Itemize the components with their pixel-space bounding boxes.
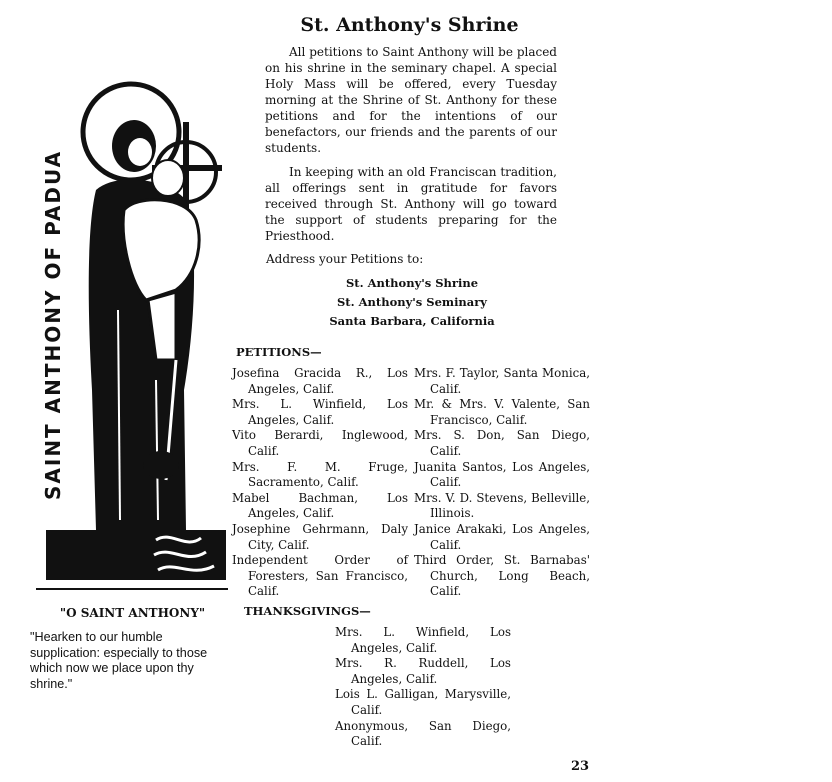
address-line: Santa Barbara, California bbox=[329, 314, 495, 328]
list-item: Mrs. F. Taylor, Santa Monica, Calif. bbox=[414, 366, 590, 396]
list-item: Josephine Gehrmann, Daly City, Calif. bbox=[232, 521, 408, 552]
list-item: Mrs. F. M. Fruge, Sacramento, Calif. bbox=[232, 459, 408, 490]
list-item: Mrs. V. D. Stevens, Belleville, Illinois. bbox=[414, 490, 590, 521]
list-item: Mrs. R. Ruddell, Los Angeles, Calif. bbox=[335, 656, 511, 686]
list-item: Independent Order of Foresters, San Francisco, Calif. bbox=[232, 553, 408, 599]
thanksgivings-heading: THANKSGIVINGS— bbox=[244, 604, 371, 618]
vertical-caption: SAINT ANTHONY OF PADUA bbox=[41, 149, 65, 500]
page-title: St. Anthony's Shrine bbox=[300, 14, 519, 36]
thanksgivings-column bbox=[335, 625, 511, 750]
list-item: Mr. & Mrs. V. Valente, San Francisco, Calif. bbox=[414, 397, 590, 427]
intro-paragraph-2: In keeping with an old Franciscan tradition, all offerings sent in gratitude for favors received through St. Anthony will go toward the support of students preparing for the Priesthood. bbox=[265, 165, 557, 243]
intro-paragraph-1: All petitions to Saint Anthony will be placed on his shrine in the seminary chapel. A special Holy Mass will be offered, every Tuesday morning at the Shrine of St. Anthony for these petitions and for the intentions of our benefactors, our friends and the parents of our students. bbox=[265, 45, 557, 155]
address-lead: Address your Petitions to: bbox=[266, 252, 424, 266]
list-item: Anonymous, San Diego, Calif. bbox=[335, 718, 511, 749]
list-item: Third Order, St. Barnabas' Church, Long Beach, Calif. bbox=[414, 553, 590, 599]
saint-anthony-illustration bbox=[36, 60, 228, 590]
list-item: Juanita Santos, Los Angeles, Calif. bbox=[414, 459, 590, 490]
left-column bbox=[30, 60, 235, 692]
list-item: Mrs. L. Winfield, Los Angeles, Calif. bbox=[335, 625, 511, 655]
petitions-right-column bbox=[414, 366, 590, 600]
list-item: Lois L. Galligan, Marysville, Calif. bbox=[335, 687, 511, 717]
shrine-address bbox=[262, 274, 562, 331]
illustration-caption: "O SAINT ANTHONY" bbox=[59, 606, 206, 620]
list-item: Josefina Gracida R., Los Angeles, Calif. bbox=[232, 366, 408, 396]
address-line: St. Anthony's Shrine bbox=[345, 276, 479, 290]
list-item: Janice Arakaki, Los Angeles, Calif. bbox=[414, 521, 590, 552]
petitions-heading: PETITIONS— bbox=[236, 345, 322, 359]
petitions-left-column bbox=[232, 366, 408, 600]
prayer-text: "Hearken to our humble supplication: especially to those which now we place upon thy shrine." bbox=[30, 630, 208, 691]
list-item: Mabel Bachman, Los Angeles, Calif. bbox=[232, 490, 408, 521]
list-item: Mrs. L. Winfield, Los Angeles, Calif. bbox=[232, 397, 408, 427]
list-item: Mrs. S. Don, San Diego, Calif. bbox=[414, 428, 590, 458]
list-item: Vito Berardi, Inglewood, Calif. bbox=[232, 428, 408, 458]
address-line: St. Anthony's Seminary bbox=[336, 295, 487, 309]
page-number: 23 bbox=[571, 759, 590, 774]
